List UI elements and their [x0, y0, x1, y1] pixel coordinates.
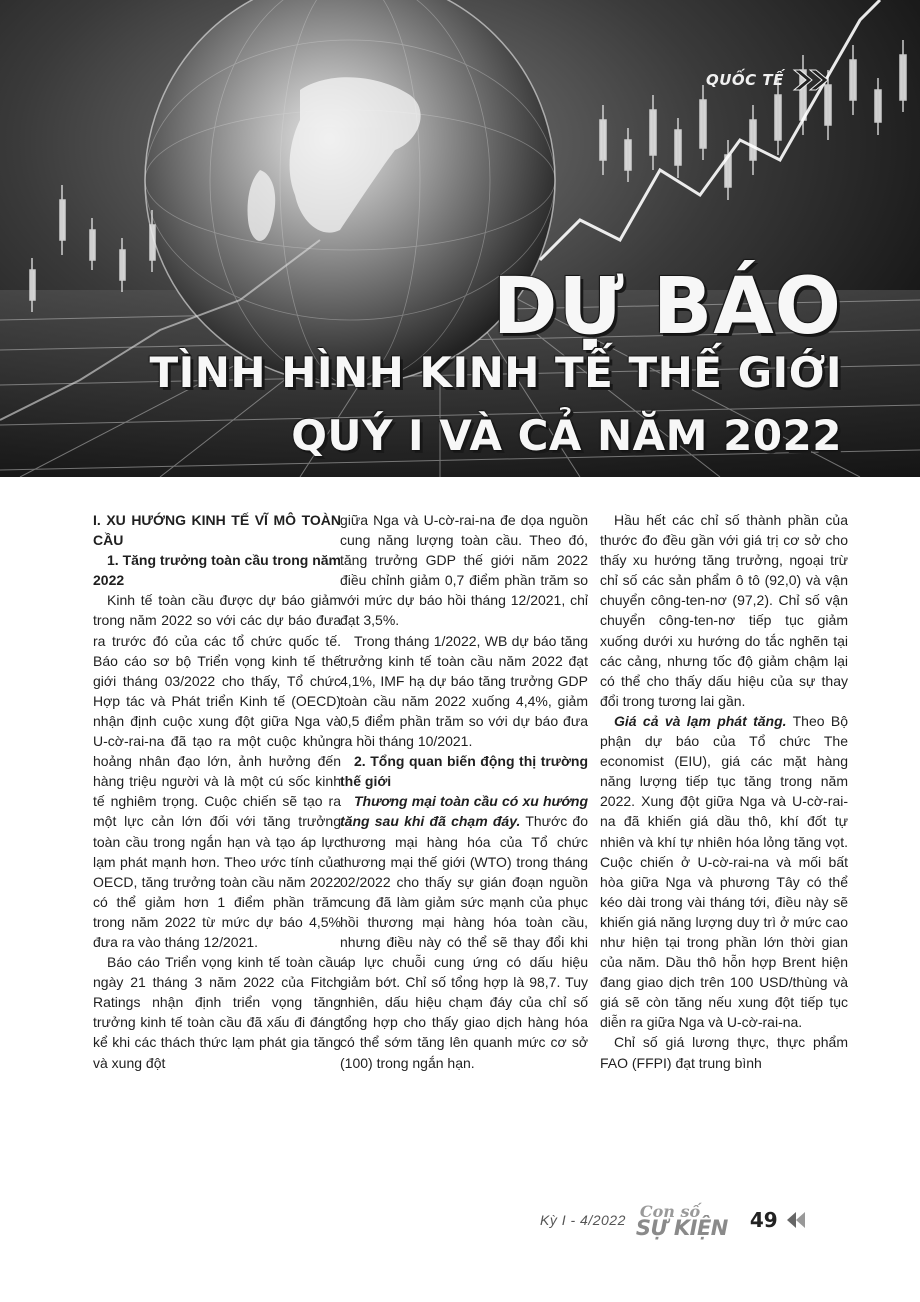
paragraph-body: Theo Bộ phận dự báo của Tổ chức The economist (EIU), giá các mặt hàng năng lượng tiếp tục tăng trong năm 2022. Xung đột giữa Nga và U-cờ-rai-na đã khiến giá dầu thô, khí đốt tự nhiên và khí tự nhiên hóa lỏng tăng vọt. Cuộc chiến ở U-cờ-rai-na và mối bất hòa giữa Nga và phương Tây có thể kéo dài trong vài tháng tới, điều này sẽ khiến giá năng lượng duy trì ở mức cao như hiện tại trong phần lớn thời gian của năm. Dầu thô hỗn hợp Brent hiện đang giao dịch trên 100 USD/thùng và giá sẽ còn tăng nếu xung đột tiếp tục diễn ra giữa Nga và U-cờ-rai-na. — [600, 712, 848, 1031]
paragraph: Trong tháng 1/2022, WB dự báo tăng trưởng kinh tế toàn cầu năm 2022 đạt 4,1%, IMF hạ dự báo tăng trưởng GDP toàn cầu năm 2022 xuống 4,4%, giảm 0,5 điểm phần trăm so với dự báo đưa ra hồi tháng 10/2021. — [340, 632, 588, 750]
run-in-heading: Giá cả và lạm phát tăng. — [614, 712, 787, 729]
double-chevron-left-icon — [786, 1211, 806, 1229]
page-number: 49 — [749, 1208, 778, 1232]
section-tag — [706, 68, 834, 92]
section-tag-label: QUỐC TẾ — [706, 71, 784, 89]
article-column-3 — [600, 510, 848, 1073]
magazine-logo-top: Con số — [639, 1202, 701, 1221]
header-banner — [0, 0, 920, 477]
article-column-2 — [340, 510, 588, 1073]
paragraph: Chỉ số giá lương thực, thực phẩm FAO (FFPI) đạt trung bình — [600, 1034, 848, 1071]
magazine-logo — [635, 1202, 746, 1240]
paragraph: Báo cáo Triển vọng kinh tế toàn cầu ngày 21 tháng 3 năm 2022 của Fitch Ratings nhận định triển vọng tăng trưởng kinh tế toàn cầu đã xấu đi đáng kể khi các thách thức lạm phát gia tăng và xung đột — [93, 954, 341, 1071]
section-heading-1: I. XU HƯỚNG KINH TẾ VĨ MÔ TOÀN CẦU — [93, 512, 341, 549]
paragraph: Hầu hết các chỉ số thành phần của thước đo đều gần với giá trị cơ sở cho thấy xu hướng tăng trưởng, ngoại trừ chỉ số các sản phẩm ô tô (92,0) và vận chuyển công-ten-nơ (97,2). Chỉ số vận chuyển công-ten-nơ tiếp tục giảm xuống dưới xu hướng do tắc nghẽn tại các cảng, nhưng tốc độ giảm chậm lại có thể cho thấy dấu hiệu của sự thay đổi trong tương lai gần. — [600, 512, 848, 709]
paragraph — [600, 711, 848, 1033]
headline-line-1: DỰ BÁO — [492, 262, 842, 352]
page-footer — [540, 1202, 806, 1240]
paragraph: giữa Nga và U-cờ-rai-na đe dọa nguồn cung năng lượng toàn cầu. Theo đó, tăng trưởng GDP thế giới năm 2022 điều chỉnh giảm 0,7 điểm phần trăm so với mức dự báo hồi tháng 12/2021, chỉ đạt 3,5%. — [340, 512, 588, 629]
double-chevron-right-icon — [790, 68, 834, 92]
issue-label: Kỳ I - 4/2022 — [540, 1212, 626, 1228]
article-column-1 — [93, 510, 341, 1073]
run-in-heading: Thương mại toàn cầu có xu hướng tăng sau khi đã chạm đáy. — [340, 793, 588, 830]
subsection-heading-2: 2. Tổng quan biến động thị trường thế giới — [340, 753, 588, 790]
paragraph: Kinh tế toàn cầu được dự báo giảm trong năm 2022 so với các dự báo đưa ra trước đó của các tổ chức quốc tế. Báo cáo sơ bộ Triển vọng kinh tế thế giới tháng 03/2022 cho thấy, Tổ chức Hợp tác và Phát triển Kinh tế (OECD) nhận định cuộc xung đột giữa Nga và U-cờ-rai-na đã tạo ra một cuộc khủng hoảng nhân đạo lớn, ảnh hưởng đến hàng triệu người và là một cú sốc kinh tế nghiêm trọng. Cuộc chiến sẽ tạo ra một lực cản lớn đối với tăng trưởng toàn cầu trong ngắn hạn và tạo áp lực lạm phát mạnh hơn. Theo ước tính của OECD, tăng trưởng toàn cầu năm 2022 có thể giảm hơn 1 điểm phần trăm trong năm 2022 từ mức dự báo 4,5% đưa ra vào tháng 12/2021. — [93, 592, 341, 950]
paragraph — [340, 791, 588, 1072]
subsection-heading-1: 1. Tăng trưởng toàn cầu trong năm 2022 — [93, 552, 341, 589]
magazine-logo-bottom: SỰ KIỆN — [635, 1216, 728, 1240]
headline-line-3: QUÝ I VÀ CẢ NĂM 2022 — [291, 411, 842, 460]
headline-line-2: TÌNH HÌNH KINH TẾ THẾ GIỚI — [149, 348, 842, 397]
paragraph-body: Thước đo thương mại hàng hóa của Tổ chức thương mại thế giới (WTO) trong tháng 02/2022 cho thấy sự gián đoạn nguồn cung đã làm giảm sức mạnh của phục hồi thương mại hàng hóa toàn cầu, nhưng điều này có thể sẽ thay đổi khi áp lực chuỗi cung ứng có dấu hiệu giảm bớt. Chỉ số tổng hợp là 98,7. Tuy nhiên, dấu hiệu chạm đáy của chỉ số tổng hợp cho thấy giao dịch hàng hóa có thể sớm tăng lên quanh mức cơ sở (100) trong ngắn hạn. — [340, 813, 588, 1071]
